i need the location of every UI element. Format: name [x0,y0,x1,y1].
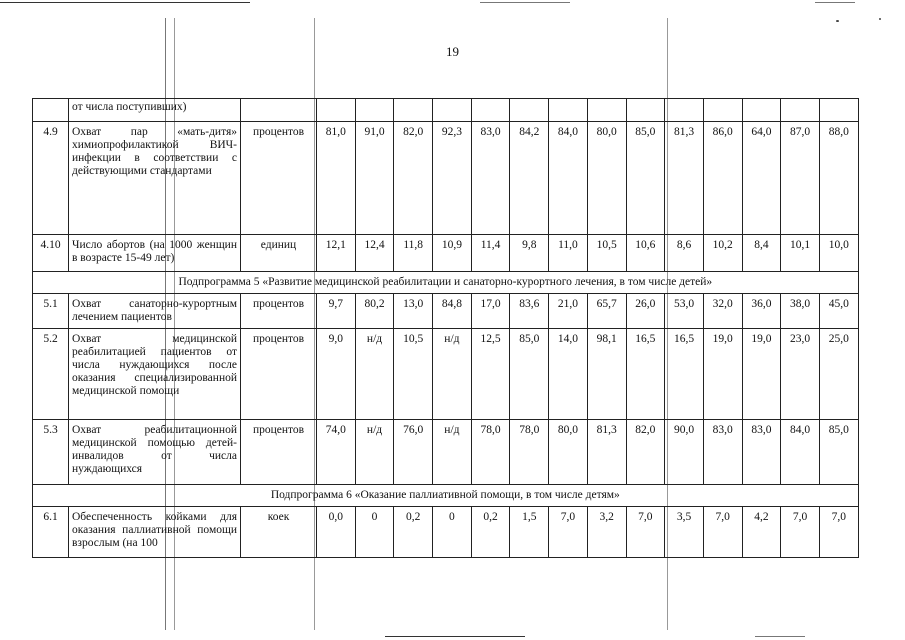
indicator-value-col-13: 38,0 [781,294,820,329]
indicator-value-col-8 [587,99,626,122]
indicator-value-col-13 [781,99,820,122]
table-row [33,507,859,558]
subprogram-header-row [33,272,859,294]
indicator-value-col-5: 17,0 [471,294,510,329]
indicator-value-col-4: н/д [433,329,472,420]
indicator-number [33,99,69,122]
indicator-value-col-11 [703,99,742,122]
indicator-value-col-12: 64,0 [742,122,781,235]
indicator-table [32,98,859,558]
indicator-value-col-13: 10,1 [781,235,820,272]
indicator-value-col-7: 11,0 [549,235,588,272]
indicator-number: 4.10 [33,235,69,272]
indicator-value-col-6: 84,2 [510,122,549,235]
indicator-value-col-1: 12,1 [317,235,356,272]
indicator-value-col-8: 3,2 [587,507,626,558]
indicator-value-col-13: 84,0 [781,420,820,485]
indicator-value-col-10 [665,99,704,122]
indicator-value-col-3: 11,8 [394,235,433,272]
indicator-value-col-13: 23,0 [781,329,820,420]
indicator-value-col-11: 10,2 [703,235,742,272]
indicator-description: Охват реабилитационной медицинской помощью детей-инвалидов от числа нуждающихся [69,420,241,485]
indicator-value-col-12 [742,99,781,122]
indicator-value-col-14: 88,0 [819,122,858,235]
scan-speck-1 [836,20,839,22]
indicator-value-col-6: 78,0 [510,420,549,485]
table-row [33,329,859,420]
indicator-value-col-5: 12,5 [471,329,510,420]
indicator-value-col-7 [549,99,588,122]
indicator-value-col-5 [471,99,510,122]
indicator-value-col-6 [510,99,549,122]
indicator-value-col-2: 91,0 [355,122,394,235]
indicator-description: Охват пар «мать-дитя» химиопрофилактикой ВИЧ-инфекции в соответствии с действующими стандартами [69,122,241,235]
indicator-value-col-3: 10,5 [394,329,433,420]
indicator-description: Охват санаторно-курортным лечением пациентов [69,294,241,329]
indicator-value-col-8: 10,5 [587,235,626,272]
indicator-value-col-2: 80,2 [355,294,394,329]
indicator-value-col-7: 80,0 [549,420,588,485]
subprogram-title: Подпрограмма 6 «Оказание паллиативной помощи, в том числе детям» [33,485,859,507]
indicator-value-col-9: 82,0 [626,420,665,485]
indicator-value-col-2: 12,4 [355,235,394,272]
indicator-value-col-5: 78,0 [471,420,510,485]
indicator-value-col-8: 80,0 [587,122,626,235]
indicator-value-col-11: 86,0 [703,122,742,235]
indicator-value-col-10: 3,5 [665,507,704,558]
indicator-number: 5.1 [33,294,69,329]
scan-artifact-bottom-mid [385,636,525,637]
indicator-value-col-8: 81,3 [587,420,626,485]
scan-artifact-top-left [0,2,250,3]
table-row [33,294,859,329]
indicator-value-col-14: 45,0 [819,294,858,329]
indicator-unit [241,99,317,122]
page-number: 19 [446,44,459,59]
indicator-value-col-12: 19,0 [742,329,781,420]
indicator-value-col-14: 85,0 [819,420,858,485]
indicator-value-col-10: 81,3 [665,122,704,235]
indicator-value-col-10: 8,6 [665,235,704,272]
indicator-value-col-9: 85,0 [626,122,665,235]
indicator-description: от числа поступивших) [69,99,241,122]
indicator-value-col-3: 82,0 [394,122,433,235]
indicator-value-col-10: 90,0 [665,420,704,485]
indicator-value-col-2: 0 [355,507,394,558]
indicator-value-col-5: 11,4 [471,235,510,272]
indicator-unit: процентов [241,294,317,329]
indicator-value-col-14 [819,99,858,122]
indicator-value-col-6: 83,6 [510,294,549,329]
indicator-number: 6.1 [33,507,69,558]
indicator-value-col-4: 92,3 [433,122,472,235]
indicator-unit: процентов [241,122,317,235]
indicator-number: 5.3 [33,420,69,485]
indicator-value-col-12: 4,2 [742,507,781,558]
table-row [33,235,859,272]
indicator-value-col-1: 9,0 [317,329,356,420]
indicator-description: Охват медицинской реабилитацией пациентов от числа нуждающихся после оказания специализированной медицинской помощи [69,329,241,420]
table-row [33,99,859,122]
indicator-description: Число абортов (на 1000 женщин в возрасте 15-49 лет) [69,235,241,272]
indicator-value-col-12: 8,4 [742,235,781,272]
indicator-value-col-4: н/д [433,420,472,485]
indicator-value-col-10: 16,5 [665,329,704,420]
indicator-value-col-1: 81,0 [317,122,356,235]
indicator-value-col-1: 9,7 [317,294,356,329]
indicator-unit: единиц [241,235,317,272]
indicator-description: Обеспеченность койками для оказания паллиативной помощи взрослым (на 100 [69,507,241,558]
indicator-value-col-11: 19,0 [703,329,742,420]
indicator-value-col-14: 7,0 [819,507,858,558]
indicator-value-col-9: 7,0 [626,507,665,558]
indicator-value-col-2: н/д [355,420,394,485]
indicator-value-col-7: 14,0 [549,329,588,420]
indicator-table-body [33,99,859,558]
indicator-value-col-6: 85,0 [510,329,549,420]
indicator-value-col-11: 7,0 [703,507,742,558]
scan-artifact-top-mid [480,2,570,3]
indicator-value-col-7: 21,0 [549,294,588,329]
indicator-value-col-2: н/д [355,329,394,420]
indicator-value-col-4: 10,9 [433,235,472,272]
indicator-value-col-8: 98,1 [587,329,626,420]
indicator-unit: коек [241,507,317,558]
indicator-value-col-13: 87,0 [781,122,820,235]
indicator-value-col-2 [355,99,394,122]
indicator-value-col-4: 84,8 [433,294,472,329]
indicator-value-col-10: 53,0 [665,294,704,329]
indicator-value-col-7: 7,0 [549,507,588,558]
indicator-value-col-14: 10,0 [819,235,858,272]
indicator-value-col-12: 83,0 [742,420,781,485]
indicator-value-col-9: 16,5 [626,329,665,420]
indicator-value-col-12: 36,0 [742,294,781,329]
scan-speck-2 [879,18,881,20]
table-row [33,122,859,235]
indicator-value-col-9: 10,6 [626,235,665,272]
indicator-value-col-1 [317,99,356,122]
indicator-value-col-9 [626,99,665,122]
indicator-value-col-3: 0,2 [394,507,433,558]
table-row [33,420,859,485]
indicator-number: 4.9 [33,122,69,235]
indicator-value-col-6: 9,8 [510,235,549,272]
indicator-unit: процентов [241,420,317,485]
indicator-value-col-3: 76,0 [394,420,433,485]
indicator-value-col-9: 26,0 [626,294,665,329]
indicator-number: 5.2 [33,329,69,420]
indicator-value-col-8: 65,7 [587,294,626,329]
indicator-value-col-6: 1,5 [510,507,549,558]
indicator-value-col-13: 7,0 [781,507,820,558]
indicator-value-col-11: 32,0 [703,294,742,329]
subprogram-title: Подпрограмма 5 «Развитие медицинской реабилитации и санаторно-курортного лечения, в том числе детей» [33,272,859,294]
indicator-value-col-14: 25,0 [819,329,858,420]
indicator-value-col-5: 83,0 [471,122,510,235]
indicator-unit: процентов [241,329,317,420]
indicator-value-col-11: 83,0 [703,420,742,485]
indicator-value-col-4 [433,99,472,122]
scan-artifact-bottom-right [755,636,805,637]
indicator-value-col-7: 84,0 [549,122,588,235]
indicator-value-col-3 [394,99,433,122]
subprogram-header-row [33,485,859,507]
indicator-value-col-3: 13,0 [394,294,433,329]
indicator-value-col-5: 0,2 [471,507,510,558]
scan-artifact-top-right [815,2,855,3]
indicator-value-col-4: 0 [433,507,472,558]
indicator-value-col-1: 0,0 [317,507,356,558]
indicator-value-col-1: 74,0 [317,420,356,485]
